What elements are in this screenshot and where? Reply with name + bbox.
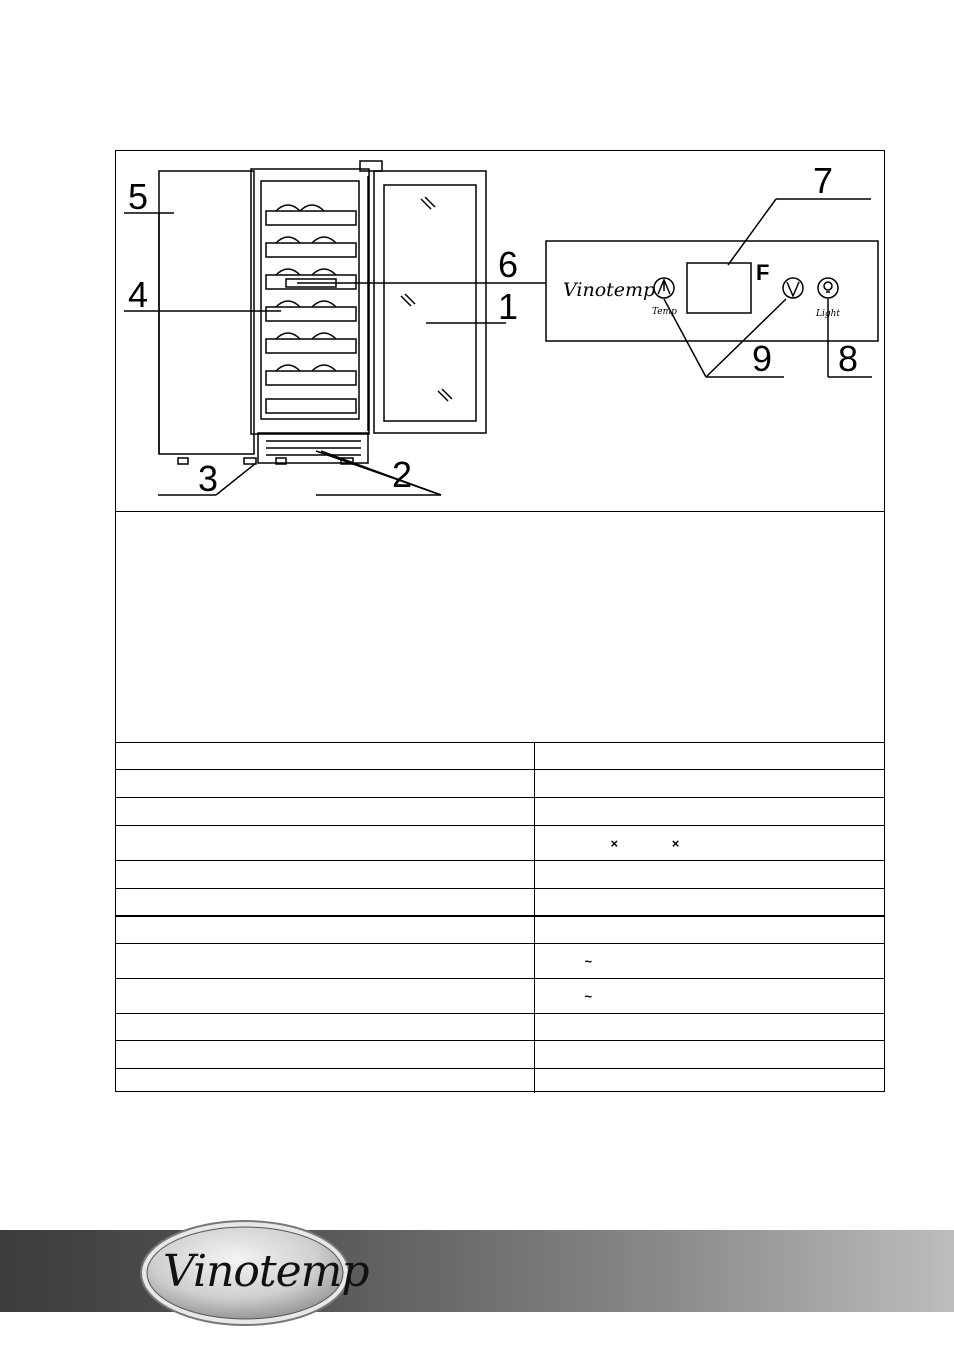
panel-temp-label: Temp bbox=[652, 307, 677, 317]
spec-label bbox=[116, 770, 534, 798]
table-row bbox=[116, 889, 884, 916]
callout-9: 9 bbox=[752, 338, 773, 379]
callout-2: 2 bbox=[392, 454, 413, 495]
spec-label bbox=[116, 944, 534, 979]
table-row bbox=[116, 861, 884, 889]
callout-8: 8 bbox=[838, 338, 859, 379]
panel-brand: Vinotemp bbox=[563, 279, 656, 301]
table-row bbox=[116, 826, 884, 861]
spec-label bbox=[116, 798, 534, 826]
spec-label bbox=[116, 1041, 534, 1069]
table-row bbox=[116, 944, 884, 979]
spec-label bbox=[116, 743, 534, 770]
spec-value bbox=[534, 1069, 884, 1093]
panel-light-label: Light bbox=[816, 309, 841, 319]
callout-4: 4 bbox=[128, 274, 149, 315]
content-frame bbox=[115, 150, 885, 1092]
callout-7: 7 bbox=[813, 160, 834, 201]
spec-value bbox=[534, 861, 884, 889]
table-row bbox=[116, 979, 884, 1014]
spec-label bbox=[116, 861, 534, 889]
spec-value bbox=[534, 1014, 884, 1041]
spec-value bbox=[534, 798, 884, 826]
spec-label bbox=[116, 916, 534, 944]
spec-label bbox=[116, 1069, 534, 1093]
description-area bbox=[116, 512, 884, 742]
table-row bbox=[116, 1041, 884, 1069]
spec-label bbox=[116, 826, 534, 861]
spec-value: × × bbox=[534, 826, 884, 861]
table-row bbox=[116, 916, 884, 944]
table-row bbox=[116, 1069, 884, 1093]
table-row bbox=[116, 798, 884, 826]
spec-value: ~ bbox=[534, 979, 884, 1014]
spec-value: ~ bbox=[534, 944, 884, 979]
wine-cooler-drawing bbox=[116, 151, 884, 511]
table-row bbox=[116, 1014, 884, 1041]
panel-unit: F bbox=[756, 260, 770, 285]
logo-wordmark: Vinotemp bbox=[163, 1246, 369, 1297]
table-row bbox=[116, 743, 884, 770]
spec-value bbox=[534, 916, 884, 944]
spec-label bbox=[116, 1014, 534, 1041]
spec-value bbox=[534, 770, 884, 798]
spec-value bbox=[534, 743, 884, 770]
spec-table bbox=[116, 742, 884, 1093]
callout-5: 5 bbox=[128, 176, 149, 217]
spec-label bbox=[116, 979, 534, 1014]
table-row bbox=[116, 770, 884, 798]
product-diagram bbox=[116, 151, 884, 512]
spec-value bbox=[534, 1041, 884, 1069]
callout-3: 3 bbox=[198, 458, 219, 499]
spec-label bbox=[116, 889, 534, 916]
callout-6: 6 bbox=[498, 244, 519, 285]
spec-value bbox=[534, 889, 884, 916]
callout-1: 1 bbox=[498, 286, 519, 327]
